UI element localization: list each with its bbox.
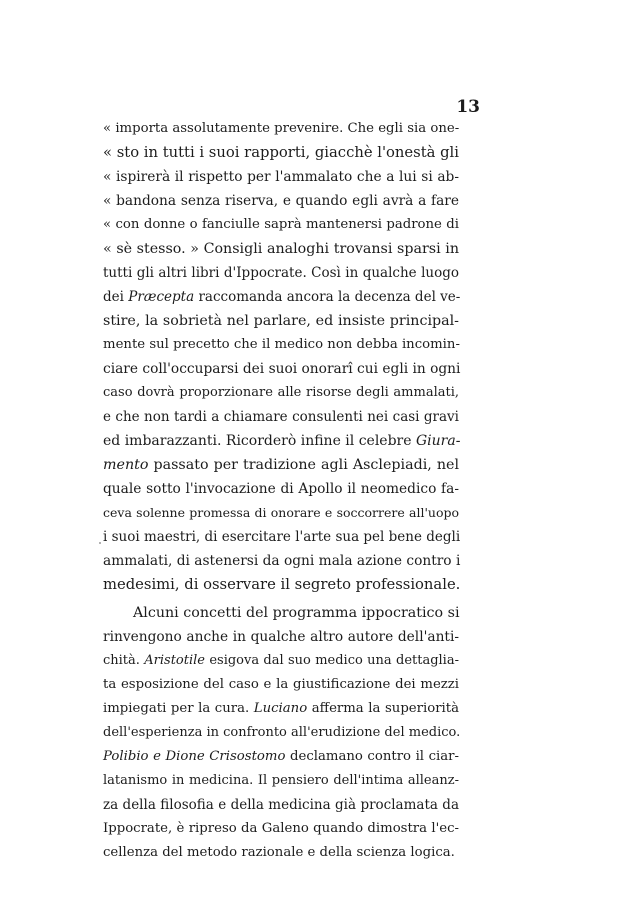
text-line: cellenza del metodo razionale e della scienza logica.: [103, 845, 455, 860]
text-line: za della filosofia e della medicina già proclamata da: [103, 797, 459, 813]
text-line: rinvengono anche in qualche altro autore dell'anti-: [103, 629, 459, 645]
text-line: caso dovrà proporzionare alle risorse degli ammalati,: [103, 385, 459, 400]
text-line: ammalati, di astenersi da ogni mala azione contro i: [103, 553, 461, 569]
text-line: dell'esperienza in confronto all'erudizione del medico.: [103, 725, 461, 740]
text-line: mente sul precetto che il medico non debba incomin-: [103, 337, 460, 352]
text-line: ed imbarazzanti. Ricorderò infine il celebre Giura-: [103, 433, 461, 449]
text-line: « sè stesso. » Consigli analoghi trovansi sparsi in: [103, 241, 459, 257]
text-line: tutti gli altri libri d'Ippocrate. Così in qualche luogo: [103, 265, 459, 281]
text-line: Polibio e Dione Crisostomo declamano contro il ciar-: [103, 749, 459, 764]
text-line: latanismo in medicina. Il pensiero dell'intima alleanz-: [103, 773, 459, 788]
text-line: ciare coll'occuparsi dei suoi onorarî cui egli in ogni: [103, 361, 461, 377]
text-line: Ippocrate, è ripreso da Galeno quando dimostra l'ec-: [103, 821, 459, 836]
text-line: mento passato per tradizione agli Asclepiadi, nel: [103, 457, 459, 473]
text-line: stire, la sobrietà nel parlare, ed insiste principal-: [103, 313, 459, 329]
text-line: « con donne o fanciulle saprà mantenersi padrone di: [103, 217, 459, 232]
text-line: quale sotto l'invocazione di Apollo il neomedico fa-: [103, 481, 459, 497]
text-line: « sto in tutti i suoi rapporti, giacchè l'onestà gli: [103, 144, 459, 161]
text-line: « ispirerà il rispetto per l'ammalato che a lui si ab-: [103, 169, 459, 185]
text-line: « bandona senza riserva, e quando egli avrà a fare: [103, 193, 459, 209]
text-line: Alcuni concetti del programma ippocratico si: [133, 605, 460, 621]
text-line: e che non tardi a chiamare consulenti nei casi gravi: [103, 409, 459, 425]
text-line: dei Præcepta raccomanda ancora la decenza del ve-: [103, 289, 461, 305]
text-line: medesimi, di osservare il segreto professionale.: [103, 576, 461, 593]
text-line: chità. Aristotile esigova dal suo medico una dettaglia-: [103, 653, 459, 668]
scan-speck: [99, 542, 101, 544]
text-line: « importa assolutamente prevenire. Che egli sia one-: [103, 121, 460, 136]
text-line: impiegati per la cura. Luciano afferma la superiorità: [103, 701, 459, 716]
text-line: ceva solenne promessa di onorare e soccorrere all'uopo: [103, 505, 459, 520]
text-line: ta esposizione del caso e la giustificazione dei mezzi: [103, 677, 459, 692]
page-number: 13: [456, 97, 480, 117]
text-line: i suoi maestri, di esercitare l'arte sua pel bene degli: [103, 529, 461, 545]
